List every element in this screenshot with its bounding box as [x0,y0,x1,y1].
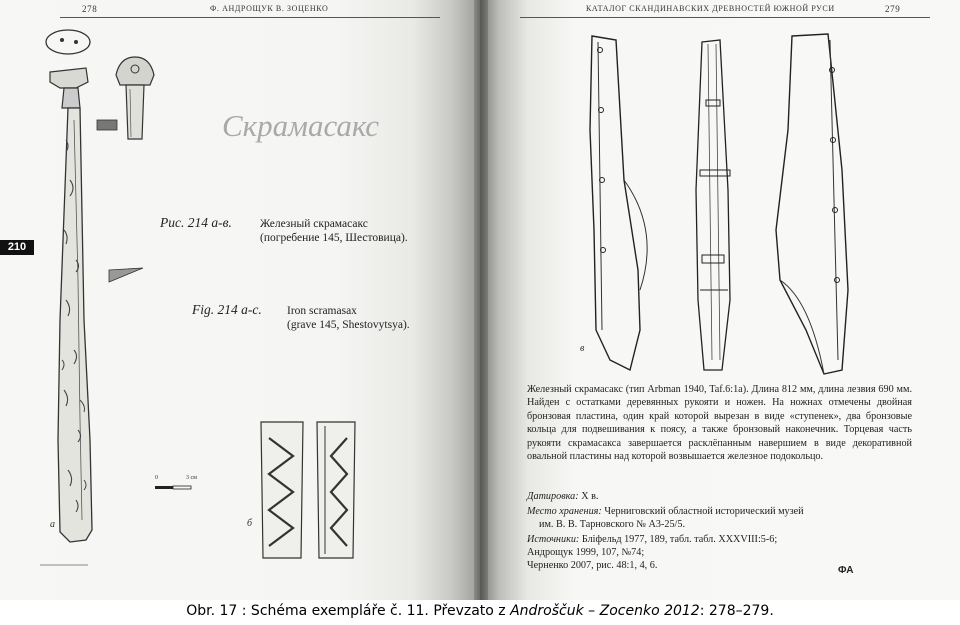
right-running-head: КАТАЛОГ СКАНДИНАВСКИХ ДРЕВНОСТЕЙ ЮЖНОЙ РУСИ [586,4,835,13]
drawing-label-b: б [247,518,253,529]
author-initials: ФА [838,565,854,576]
scramasax-drawing-v [580,30,880,375]
caption-authors: Androščuk – Zocenko 2012 [510,603,700,619]
cross-section-marks [95,118,155,288]
book-gutter [474,0,488,600]
drawing-label-v: в [580,343,585,354]
sheath-fittings-drawing-b [255,418,365,563]
sources: Источники: Бліфельд 1977, 189, табл. табл. XXXVIII:5-6; Андрощук 1999, 107, №74; Черненко 2007, рис. 48:1, 4, 6. [527,534,778,571]
left-header-rule [60,17,440,18]
caption-ru-label: Рис. 214 а-в. [160,215,232,230]
caption-suffix: : 278–279. [699,603,774,619]
caption-ru-line2: (погребение 145, Шестовица). [260,232,408,244]
scale-zero: 0 [155,475,158,481]
section-title: Скрамасакс [222,108,379,143]
caption-en-line1: Iron scramasax [287,305,357,317]
right-header-rule [520,17,930,18]
caption-prefix: Obr. 17 : Schéma exempláře č. 11. Převzato z [186,603,511,619]
figure-caption [0,603,960,619]
object-description: Железный скрамасакс (тип Arbman 1940, Taf.6:1a). Длина 812 мм, длина лезвия 690 мм. Найден с остатками деревянных рукояти и ножен. На ножнах отмечены двойная бронзовая пластина, один край которой вырезан в виде «ступенек», два бронзовые кольца для подвешивания к поясу, а также бронзовый наконечник. Торцевая часть рукояти скрамасакса завершается расклёпанным навершием в виде декоративной овальной пластины над которой возвышается железное подокольцо. [527,384,912,463]
storage-place: Место хранения: Черниговский областной исторический музей им. В. В. Тарновского № А3-25/5. [527,506,804,530]
right-page-number: 279 [885,4,901,14]
left-page-number: 278 [82,4,98,14]
caption-en-label: Fig. 214 a-c. [192,302,262,317]
dating: Датировка: X в. [527,491,599,502]
scale-unit: 3 см [186,475,197,481]
caption-ru-line1: Железный скрамасакс [260,218,368,230]
scale-bar [155,483,205,491]
caption-en-line2: (grave 145, Shestovytsya). [287,319,410,331]
left-running-head: Ф. АНДРОЩУК В. ЗОЦЕНКО [210,4,329,13]
section-tab: 210 [0,240,34,255]
drawing-label-a: а [50,519,55,530]
